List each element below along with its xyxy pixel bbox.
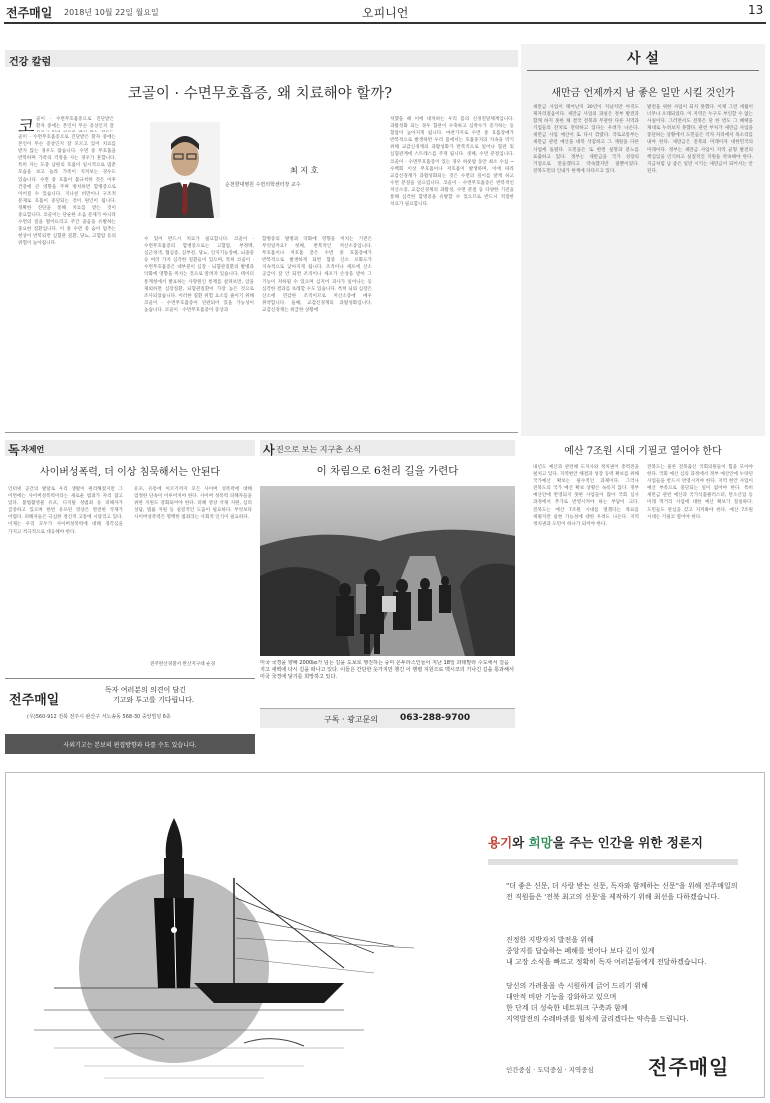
ad-p3-line1: 당신의 가려움을 속 시원하게 긁어 드리기 위해 (506, 982, 648, 990)
ad-paragraph-2 (506, 935, 756, 968)
subscribe-label: 구독 · 광고문의 (324, 715, 378, 724)
contact-line2: 기고와 투고를 기다립니다. (113, 696, 195, 704)
masthead (0, 0, 770, 24)
editorial-label: 사 설 (627, 51, 659, 67)
ad-title-part-2: 와 (512, 835, 529, 850)
subscribe-band (260, 708, 515, 728)
ad-title-part-4: 을 주는 인간을 위한 정론지 (552, 835, 703, 850)
editorial-body-1b: 발전을 위한 사업이 되지 못했다. 이제 그런 세월이 너무나 오래되었다. 이 지역은 누구도 부인할 수 없는 사실이다. 그러면서도 전북은 단 한 번도 그 혜택을 제대로 누려보지 못했다. 관련 부처가 새만금 사업을 중단하는 상황에서 도민들은 각자 자리에서 목소리를 내야 한다. 새만금은 전북의 미래이자 대한민국의 미래이다. 정부는 새만금 사업이 지역 균형 발전의 핵심임을 인식하고 실질적인 지원을 약속해야 한다. 지금처럼 남 좋은 일만 시키는 새만금이 되어서는 안 된다. (647, 105, 753, 174)
ad-logo: 전주매일 (648, 1055, 730, 1079)
author-photo (150, 122, 220, 218)
photo-label-main: 사 (263, 443, 275, 457)
dokja-label-band (5, 440, 255, 456)
ad-illustration (14, 778, 484, 1094)
editorial-body-1a: 새만금 사업이 태어난지 30년이 지났지만 아직도 제자리걸음이다. 새만금 사업의 과실은 정부 발전과 함께 하지 못한 채 결국 전북과 무관한 다른 지역과 기업들의 잔치로 전락하고 있다는 우려가 나온다. 새만금 사업 예산이 또 다시 깎였다. 국토교통부는 새만금 관련 예산을 대폭 삭감하고 그 재원을 다른 사업에 돌렸다. 도민들은 또 한번 실망과 분노를 표출하고 있다. 정부는 새만금을 국가 성장의 거점으로 만들겠다고 약속했지만 말뿐이었다. 전북도민의 인내가 한계에 다다르고 있다. (533, 105, 639, 174)
ad-p2-line2: 중앙지를 답습하는 폐해를 벗어나 보다 깊이 있게 (506, 947, 655, 955)
page-number: 13 (748, 3, 764, 17)
ad-paragraph-3 (506, 981, 756, 1025)
column-col3: 합병증의 발병과 악화에 영향을 미치는 기전은 무엇일까요? 첫째, 반복적인 저산소증입니다. 무호흡이나 저호흡 같은 수면 중 호흡장애가 반복적으로 발생하게 되면 혈중 산소 포화도가 지속적으로 낮아지게 됩니다. 조직이나 세포에 산소 공급이 잘 안 되면 조직이나 세포가 손상을 받아 그 기능이 저하될 수 있으며 심지어 괴사가 일어나는 등 심각한 결과를 초래할 수도 있습니다. 특히 뇌와 심장은 산소에 민감한 조직이므로 저산소증에 매우 취약합니다. 둘째, 교감신경계의 과활성화입니다. 교감신경계는 위급한 상황에 (262, 237, 372, 313)
column-col1b: 골이 · 수면무호흡증으로 진단받은 환자 중에는 본인이 무슨 증상인지 잘 모르고 있어 치료를 받지 않는 경우도 많습니다. 수면 중 무호흡을 반복하며 가족의 걱정을 사는 경우가 흔합니다. 특히 자는 도중 남편의 호흡이 일시적으로 멈춘 모습을 보고 놀라 가족이 지켜보는 경우도 있습니다. 수면 중 호흡이 불규칙한 것은 이후 건강에 큰 영향을 주며 방치하면 합병증으로 이어질 수 있습니다. 지나친 비만이나 구조적 문제로 호흡이 중단되는 것이 원인이 됩니다. 정확한 진단을 통해 치료를 받는 것이 중요합니다. 코골이는 단순한 소음 문제가 아니라 수면의 질을 떨어뜨리고 주간 졸음을 유발하는 중요한 질환입니다. 이 중 수면 중 숨이 멈추는 현상이 반복되면 심혈관 질환, 당뇨, 고혈압 등의 위험이 높아집니다. (18, 135, 116, 247)
disclaimer-band (5, 734, 255, 754)
contact-logo: 전주매일 (9, 693, 60, 708)
contact-box (5, 678, 255, 730)
masthead-date: 2018년 10월 22일 월요일 (64, 8, 159, 17)
masthead-paper: 전주매일 (6, 6, 53, 20)
contact-line1: 독자 여러분의 의견이 담긴 (105, 686, 187, 694)
editorial-lower (521, 436, 765, 768)
ad-p3-line2: 대안적 비판 기능을 강화하고 있으며 (506, 993, 617, 1001)
photo-caption: 미국 국경을 향해 2000㎞가 넘는 길을 도보로 행진하는 중미 온두라스인들이 지난 18일 과테말라 수도에서 걸음 지고 새벽에 다시 길을 떠나고 있다. 이들은 간단한 옷가지만 챙긴 이 행렬 지원으로 멕시코의 기나긴 길을 통과해서 미국 국경에 닿기를 희망하고 있다. (260, 660, 514, 680)
column-col1: 골이 · 수면무호흡증으로 진단받은 환자 중에는 본인이 무슨 증상인지 잘 (36, 117, 114, 130)
column-col2: 수 있어 반드시 치료가 필요합니다. 코골이 · 수면무호흡증의 합병증으로는 고혈압, 부정맥, 심근경색, 협심증, 심부전, 당뇨, 인지기능장애, 뇌졸중 등 여러 가지 심각한 질환들이 있으며, 특히 코골이 · 수면무호흡증은 대부분이 심장 · 뇌혈관질환의 발병과 악화에 영향을 미치는 것으로 알려져 있습니다. 테이터 통계청에서 발표하는 사망원인 통계를 살펴보면, 암을 제외하면 심장질환, 뇌혈관질환이 가장 높은 것으로 조사되었습니다. 이러한 질환 위험 요소를 줄이기 위해 코골이 · 수면무호흡증이 연관되어 있을 가능성이 높습니다. 코골이 · 수면무호흡증이 증상과 (144, 237, 254, 313)
dokja-label-main: 독 (8, 443, 20, 457)
ad-title-part-3: 희망 (528, 835, 553, 850)
ad-p3-line3: 한 단계 더 성숙한 네트워크 구축과 함께 (506, 1004, 628, 1012)
column-label-band (5, 50, 518, 67)
dokja-col2: 유포, 유통에 이르기까지 모든 사이버 성폭력에 대해 엄정한 단속이 이루어져야 한다. 사이버 성폭력 피해자들을 위한 지원도 강화되어야 한다. 피해 영상 삭제 지원, 심리 상담, 법률 지원 등 실질적인 도움이 필요하다. 무엇보다 사이버성폭력은 명백한 범죄라는 사회적 인식이 필요하다. (134, 487, 252, 521)
author-title: 순천향대병원 수면의학센터장 교수 (225, 182, 301, 188)
ad-slogan: 인간중심 · 도덕중심 · 지역중심 (506, 1066, 594, 1074)
column-label: 건강 칼럼 (9, 57, 52, 68)
ad-p3-line4: 지역발전의 수레바퀴를 힘차게 굴리겠다는 약속을 드립니다. (506, 1015, 689, 1023)
masthead-rule (4, 22, 766, 24)
dokja-col1: 인터넷 공간의 발달로 우리 생활이 편리해졌지만 그 이면에는 사이버성폭력이라는 새로운 범죄가 자리 잡고 있다. 불법촬영물 유포, 디지털 성범죄 등 피해자가 급증하고 있으며 한번 유포된 영상은 완전한 삭제가 어렵다. 피해자들은 극심한 정신적 고통에 시달리고 있다. 이제는 우리 모두가 사이버성폭력에 대해 경각심을 가지고 적극적으로 대응해야 한다. (8, 487, 123, 535)
column-bottom-rule (5, 432, 518, 433)
editorial-headline-1: 새만금 언제까지 남 좋은 일만 시킬 것인가 (551, 88, 735, 99)
ad-title (488, 833, 703, 851)
news-photo (260, 486, 515, 656)
dokja-signature: 전주완산경찰서 완산지구대 순경 (150, 662, 216, 667)
ad-p2-line1: 진정한 지방자치 발전을 위해 (506, 936, 594, 944)
editorial-label-rule (527, 70, 759, 71)
column-headline: 코골이 · 수면무호흡증, 왜 치료해야 할까? (127, 86, 393, 102)
photo-label-band (260, 440, 515, 456)
disclaimer-text: 사외기고는 본보의 편집방향과 다를 수도 있습니다. (63, 742, 197, 749)
editorial-body-2b: 전북도는 물론 전북출신 국회의원들이 힘을 모아야 한다. 국회 예산 심의 과정에서 정부 예산안에 누락된 사업들을 반드시 반영시켜야 한다. 지역 현안 사업이 예산 부족으로 중단되는 일이 없어야 한다. 특히 새만금 관련 예산과 국가식품클러스터, 탄소산업 등 미래 먹거리 사업에 대한 예산 확보가 절실하다. 도민들도 관심을 갖고 지켜봐야 한다. 예산 7조원 시대는 기필코 열어야 한다. (647, 465, 753, 520)
author-name: 최 지 호 (290, 166, 319, 175)
photo-label-sub: 진으로 보는 지구촌 소식 (276, 445, 361, 454)
photo-headline: 이 차림으로 6천리 길을 가련다 (316, 465, 459, 477)
contact-address: (우)560-912 전북 전주시 완산구 서노송동 568-30 중앙빌딩 6층 (27, 714, 171, 720)
ad-title-rule (488, 859, 738, 865)
masthead-section: 오피니언 (362, 6, 409, 20)
ad-paragraph-1: "더 좋은 신문, 더 사랑 받는 신문, 독자와 함께하는 신문"을 위해 전주매일의 전 직원들은 '전북 최고의 신문'을 제작하기 위해 최선을 다하겠습니다. (506, 882, 738, 901)
editorial-box (521, 44, 765, 436)
ad-box (5, 772, 765, 1098)
dokja-headline: 사이버성폭력, 더 이상 침묵해서는 안된다 (39, 467, 221, 478)
ad-p2-line3: 내 고장 소식을 빠르고 정확히 독자 여러분들에게 전달하겠습니다. (506, 958, 707, 966)
editorial-headline-2: 예산 7조원 시대 기필코 열어야 한다 (564, 446, 722, 457)
dokja-label-sub: 자제언 (21, 445, 45, 454)
subscribe-phone: 063-288-9700 (400, 713, 471, 723)
ad-title-part-1: 용기 (488, 835, 513, 850)
column-dropcap: 코 (18, 117, 35, 137)
column-col4: 처했을 때 이에 대처하는 우리 몸의 신경전달체계입니다. 과활성화 되는 경우 혈관이 수축하고 심박수가 증가하는 등 혈압이 높아지게 됩니다. 마찬가지로 수면 중 호흡장애가 반복적으로 발생하면 우리 몸에서는 호흡중지의 지속을 막기 위해 교감신경계의 과활성화가 반복적으로 일어나 혈관 및 심혈관계에 스트레스를 주게 됩니다. 셋째, 수면 분절입니다. 코골이 · 수면무호흡증이 있는 경우 하룻밤 동안 최소 수십 ~ 수백회 이상 무호흡이나 저호흡이 발생하며, 이에 따라 교감신경계가 과활성화되는 것은 수면의 깊이를 얕게 하고 수면 분절을 일으킵니다. 코골이 · 수면무호흡증은 반복적인 저산소증, 교감신경계의 과활성, 수면 분절 등 다양한 기전을 통해 심각한 합병증을 유발할 수 있으므로 반드시 적절한 치료가 필요합니다. (390, 117, 514, 208)
editorial-body-2a: 내년도 예산과 관련해 도지사와 정치권이 총력전을 펼치고 있다. 지역현안 해결과 성장 동력 확보를 위해 국가예산 확보는 필수적인 과제이다. 그러나 전북도의 국가 예산 확보 상황은 녹록지 않다. 정부 예산안에 반영되지 못한 사업들이 많아 국회 심사 과정에서 추가로 반영시켜야 하는 부담이 크다. 전북도는 예산 7조원 시대를 열겠다는 목표를 세웠지만 실현 가능성에 대한 우려도 나온다. 지역 정치권과 도민이 하나가 되어야 한다. (533, 465, 639, 527)
